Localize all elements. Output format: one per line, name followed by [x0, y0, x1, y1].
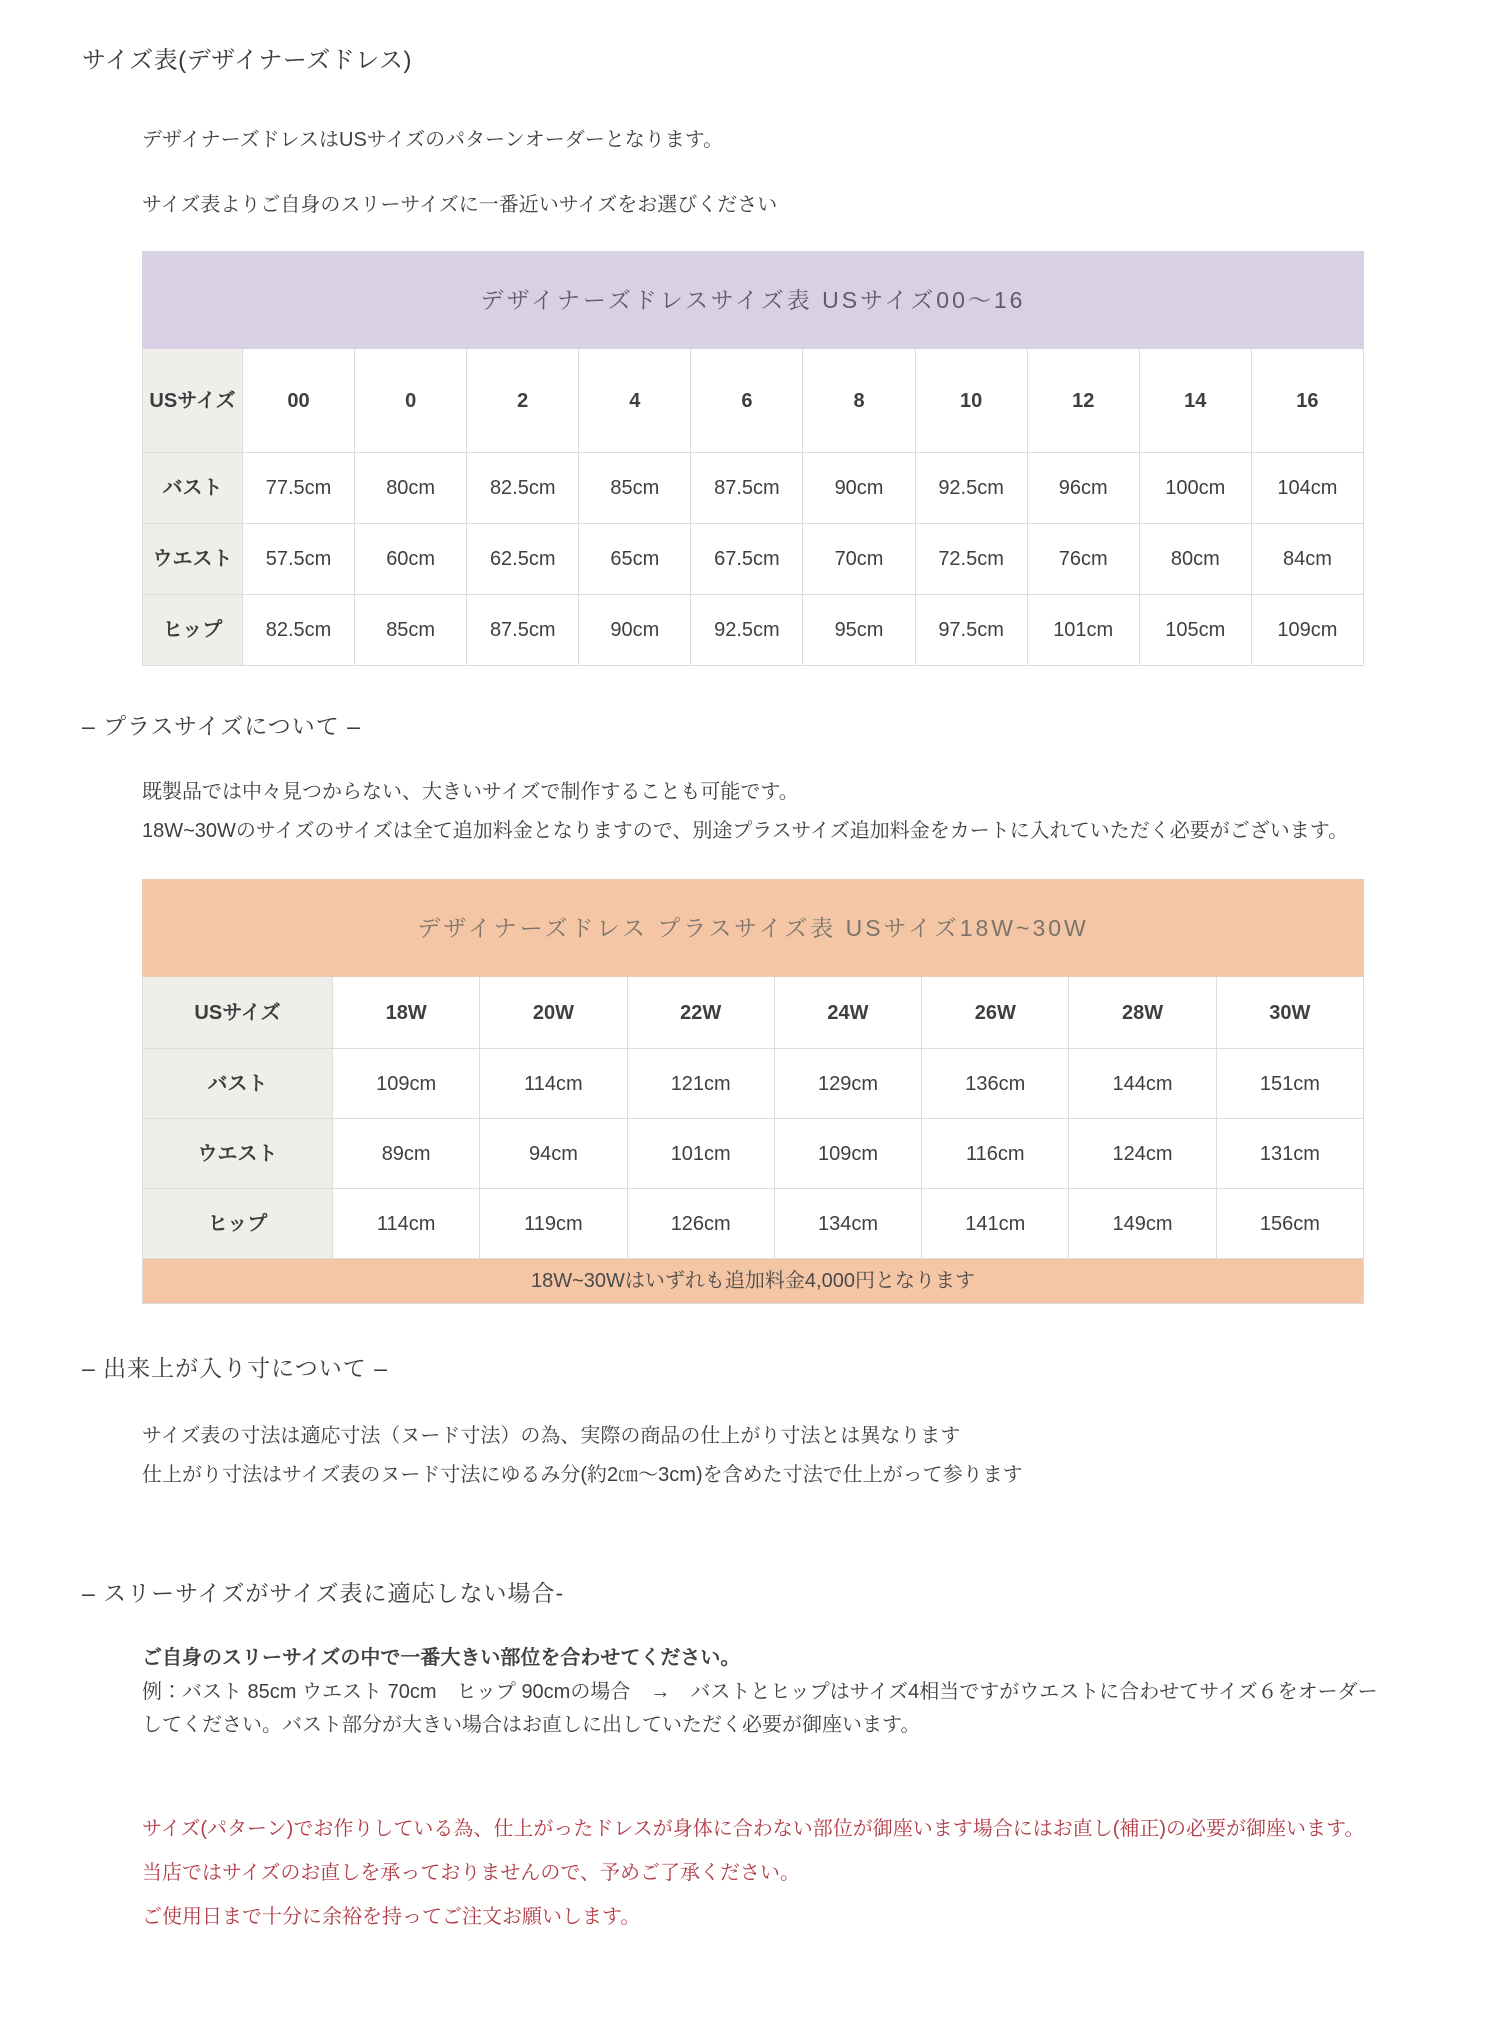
- notice-line-2: 当店ではサイズのお直しを承っておりませんので、予めご了承ください。: [142, 1861, 800, 1884]
- notice-line-3: ご使用日まで十分に余裕を持ってご注文お願いします。: [142, 1905, 641, 1928]
- measurement-value: 149cm: [1069, 1189, 1216, 1259]
- size-column-header: 24W: [774, 977, 921, 1049]
- measurement-label: バスト: [143, 453, 243, 524]
- intro-line-1: デザイナーズドレスはUSサイズのパターンオーダーとなります。: [142, 129, 724, 151]
- size-mismatch-bold-line: ご自身のスリーサイズの中で一番大きい部位を合わせてください。: [142, 1647, 741, 1669]
- finished-measurements-heading: – 出来上が入り寸について –: [82, 1355, 388, 1381]
- measurement-value: 114cm: [333, 1189, 480, 1259]
- plus-size-line-2: 18W~30Wのサイズのサイズは全て追加料金となりますので、別途プラスサイズ追加料金をカートに入れていただく必要がございます。: [142, 820, 1349, 842]
- measurement-value: 80cm: [355, 453, 467, 524]
- size-column-header: 26W: [922, 977, 1069, 1049]
- measurement-value: 92.5cm: [691, 595, 803, 666]
- measurement-value: 90cm: [579, 595, 691, 666]
- alteration-notice: [142, 1807, 1394, 1939]
- measurement-value: 141cm: [922, 1189, 1069, 1259]
- size-column-header: 28W: [1069, 977, 1216, 1049]
- measurement-value: 82.5cm: [467, 453, 579, 524]
- measurement-value: 97.5cm: [915, 595, 1027, 666]
- size-column-header: 10: [915, 349, 1027, 453]
- measurement-label: ヒップ: [143, 1189, 333, 1259]
- plus-size-description: [142, 773, 1394, 851]
- measurement-value: 57.5cm: [243, 524, 355, 595]
- size-column-header: 12: [1027, 349, 1139, 453]
- measurement-value: 62.5cm: [467, 524, 579, 595]
- measurement-value: 101cm: [1027, 595, 1139, 666]
- size-column-header: 4: [579, 349, 691, 453]
- finished-line-2: 仕上がり寸法はサイズ表のヌード寸法にゆるみ分(約2㎝〜3cm)を含めた寸法で仕上がって参ります: [142, 1464, 1023, 1486]
- table-row: [143, 453, 1364, 524]
- table-row: [143, 595, 1364, 666]
- measurement-value: 77.5cm: [243, 453, 355, 524]
- measurement-value: 89cm: [333, 1119, 480, 1189]
- measurement-value: 65cm: [579, 524, 691, 595]
- measurement-value: 134cm: [774, 1189, 921, 1259]
- table-footer-note: 18W~30Wはいずれも追加料金4,000円となります: [143, 1259, 1364, 1304]
- measurement-value: 85cm: [355, 595, 467, 666]
- measurement-value: 72.5cm: [915, 524, 1027, 595]
- measurement-value: 95cm: [803, 595, 915, 666]
- size-mismatch-description: [142, 1642, 1394, 1743]
- measurement-label: ウエスト: [143, 524, 243, 595]
- table-row: [143, 1189, 1364, 1259]
- measurement-value: 126cm: [627, 1189, 774, 1259]
- size-column-header: 20W: [480, 977, 627, 1049]
- size-column-header: 16: [1251, 349, 1363, 453]
- plus-size-table-grid: [142, 879, 1364, 1304]
- measurement-label: ウエスト: [143, 1119, 333, 1189]
- plus-size-line-1: 既製品では中々見つからない、大きいサイズで制作することも可能です。: [142, 781, 799, 803]
- measurement-value: 82.5cm: [243, 595, 355, 666]
- measurement-value: 87.5cm: [691, 453, 803, 524]
- measurement-value: 124cm: [1069, 1119, 1216, 1189]
- measurement-value: 100cm: [1139, 453, 1251, 524]
- table-row: [143, 1049, 1364, 1119]
- table-row: [143, 524, 1364, 595]
- table-row: [143, 1119, 1364, 1189]
- measurement-value: 80cm: [1139, 524, 1251, 595]
- measurement-value: 121cm: [627, 1049, 774, 1119]
- standard-size-table-grid: [142, 251, 1364, 666]
- measurement-value: 87.5cm: [467, 595, 579, 666]
- size-column-header: 30W: [1216, 977, 1363, 1049]
- measurement-value: 109cm: [1251, 595, 1363, 666]
- measurement-label: ヒップ: [143, 595, 243, 666]
- size-column-header: 00: [243, 349, 355, 453]
- measurement-value: 144cm: [1069, 1049, 1216, 1119]
- measurement-value: 84cm: [1251, 524, 1363, 595]
- finished-measurements-description: [142, 1417, 1394, 1495]
- size-column-header: 6: [691, 349, 803, 453]
- size-column-header: 22W: [627, 977, 774, 1049]
- plus-size-heading: – プラスサイズについて –: [82, 713, 361, 739]
- page-title: サイズ表(デザイナーズドレス): [82, 47, 412, 74]
- measurement-value: 104cm: [1251, 453, 1363, 524]
- size-column-header: 2: [467, 349, 579, 453]
- measurement-label: バスト: [143, 1049, 333, 1119]
- table-title: デザイナーズドレス プラスサイズ表 USサイズ18W~30W: [143, 880, 1364, 977]
- measurement-value: 109cm: [774, 1119, 921, 1189]
- measurement-value: 109cm: [333, 1049, 480, 1119]
- measurement-value: 92.5cm: [915, 453, 1027, 524]
- measurement-value: 101cm: [627, 1119, 774, 1189]
- plus-size-table: [142, 879, 1500, 1304]
- measurement-value: 94cm: [480, 1119, 627, 1189]
- intro-line-2: サイズ表よりご自身のスリーサイズに一番近いサイズをお選びください: [142, 194, 778, 216]
- finished-line-1: サイズ表の寸法は適応寸法（ヌード寸法）の為、実際の商品の仕上がり寸法とは異なります: [142, 1425, 961, 1447]
- measurement-value: 119cm: [480, 1189, 627, 1259]
- measurement-value: 96cm: [1027, 453, 1139, 524]
- size-mismatch-example: 例：バスト 85cm ウエスト 70cm ヒップ 90cmの場合 → バストとヒップはサイズ4相当ですがウエストに合わせてサイズ６をオーダーしてください。バスト部分が大きい場合はお直しに出していただく必要が御座います。: [142, 1680, 1378, 1737]
- measurement-value: 116cm: [922, 1119, 1069, 1189]
- us-size-label: USサイズ: [143, 349, 243, 453]
- notice-line-1: サイズ(パターン)でお作りしている為、仕上がったドレスが身体に合わない部位が御座います場合にはお直し(補正)の必要が御座います。: [142, 1817, 1365, 1840]
- standard-size-table: [142, 251, 1500, 666]
- measurement-value: 105cm: [1139, 595, 1251, 666]
- measurement-value: 60cm: [355, 524, 467, 595]
- measurement-value: 90cm: [803, 453, 915, 524]
- size-mismatch-heading: – スリーサイズがサイズ表に適応しない場合-: [82, 1580, 565, 1606]
- size-column-header: 14: [1139, 349, 1251, 453]
- measurement-value: 136cm: [922, 1049, 1069, 1119]
- measurement-value: 70cm: [803, 524, 915, 595]
- measurement-value: 131cm: [1216, 1119, 1363, 1189]
- size-column-header: 0: [355, 349, 467, 453]
- measurement-value: 156cm: [1216, 1189, 1363, 1259]
- table-title: デザイナーズドレスサイズ表 USサイズ00〜16: [143, 252, 1364, 349]
- measurement-value: 76cm: [1027, 524, 1139, 595]
- size-column-header: 18W: [333, 977, 480, 1049]
- measurement-value: 151cm: [1216, 1049, 1363, 1119]
- measurement-value: 114cm: [480, 1049, 627, 1119]
- measurement-value: 129cm: [774, 1049, 921, 1119]
- measurement-value: 85cm: [579, 453, 691, 524]
- measurement-value: 67.5cm: [691, 524, 803, 595]
- us-size-label: USサイズ: [143, 977, 333, 1049]
- size-column-header: 8: [803, 349, 915, 453]
